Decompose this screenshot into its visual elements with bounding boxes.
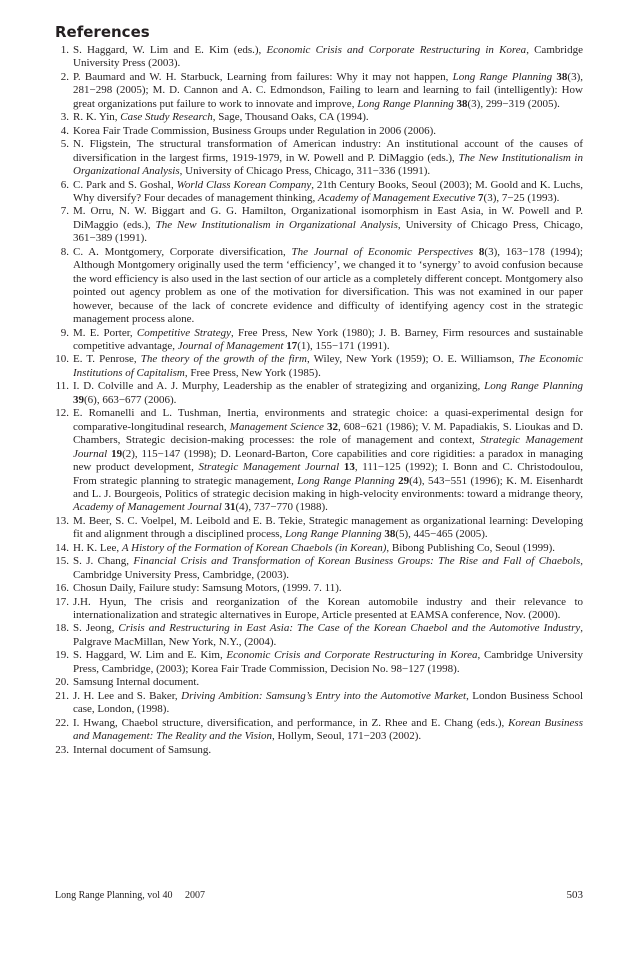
reference-item bbox=[55, 515, 583, 542]
reference-text: Internal document of Samsung. bbox=[73, 743, 212, 756]
reference-item bbox=[55, 717, 583, 744]
reference-text: N. Fligstein, The structural transformation of American industry: An institutional account of the causes of diversification in the largest firms, 1919-1979, in W. Powell and P. DiMaggio (eds.), The New Institutionalism in Organizational Analysis, University of Chicago Press, Chicago, 311−336 (1991). bbox=[73, 138, 583, 178]
reference-item bbox=[55, 353, 583, 380]
reference-number: 6. bbox=[60, 178, 69, 191]
reference-number: 21. bbox=[55, 689, 69, 702]
reference-text: M. Orru, N. W. Biggart and G. G. Hamilton, Organizational isomorphism in East Asia, in W. Powell and P. DiMaggio (eds.), The New Institutionalism in Organizational Analysis, University of Chicago Press, Chicago, 361−389 (1991). bbox=[73, 205, 583, 245]
reference-text: Samsung Internal document. bbox=[73, 676, 200, 689]
reference-text: P. Baumard and W. H. Starbuck, Learning from failures: Why it may not happen, Long Range Planning 38(3), 281−298 (2005); M. D. Cannon and A. C. Edmondson, Failing to learn and learning to fail (intelligently): How great organizations put failure to work to innovate and improve, Long Range Planning 38(3), 299−319 (2005). bbox=[73, 70, 583, 110]
reference-item bbox=[55, 622, 583, 649]
reference-item bbox=[55, 649, 583, 676]
reference-text: S. J. Chang, Financial Crisis and Transformation of Korean Business Groups: The Rise and Fall of Chaebols, Cambridge University Press, Cambridge, (2003). bbox=[73, 555, 583, 581]
reference-text: I. D. Colville and A. J. Murphy, Leadership as the enabler of strategizing and organizing, Long Range Planning 39(6), 663−677 (2006). bbox=[73, 380, 583, 406]
reference-text: H. K. Lee, A History of the Formation of Korean Chaebols (in Korean), Bibong Publishing Co, Seoul (1999). bbox=[73, 541, 556, 554]
reference-number: 11. bbox=[55, 380, 69, 393]
page-number: 503 bbox=[566, 889, 583, 901]
reference-number: 4. bbox=[60, 124, 69, 137]
reference-number: 15. bbox=[55, 555, 69, 568]
reference-text: E. Romanelli and L. Tushman, Inertia, environments and strategic choice: a quasi-experimental design for comparative-longitudinal research, Management Science 32, 608−621 (1986); V. M. Papadiakis, S. Lioukas and D. Chambers, Strategic decision-making processes: the role of management and context, Strategic Management Journal 19(2), 115−147 (1998); D. Leonard-Barton, Core capabilities and core rigidities: a paradox in managing new product development, Strategic Management Journal 13, 111−125 (1992); I. Bonn and C. Christodoulou, From strategic planning to strategic management, Long Range Planning 29(4), 543−551 (1996); K. M. Eisenhardt and L. J. Bourgeois, Politics of strategic decision making in high-velocity environments: toward a midrange theory, Academy of Management Journal 31(4), 737−770 (1988). bbox=[73, 407, 584, 514]
reference-text: E. T. Penrose, The theory of the growth of the firm, Wiley, New York (1959); O. E. Williamson, The Economic Institutions of Capitalism, Free Press, New York (1985). bbox=[73, 353, 584, 379]
reference-text: S. Jeong, Crisis and Restructuring in East Asia: The Case of the Korean Chaebol and the Automotive Industry, Palgrave MacMillan, New York, N.Y., (2004). bbox=[73, 622, 584, 648]
reference-number: 8. bbox=[60, 245, 69, 258]
footer-journal: Long Range Planning, vol 40 bbox=[55, 890, 173, 901]
reference-number: 20. bbox=[55, 676, 69, 689]
reference-number: 19. bbox=[55, 649, 69, 662]
references-heading: References bbox=[55, 23, 150, 41]
reference-list bbox=[55, 44, 583, 757]
reference-number: 2. bbox=[60, 70, 69, 83]
reference-item bbox=[55, 327, 583, 354]
reference-text: R. K. Yin, Case Study Research, Sage, Thousand Oaks, CA (1994). bbox=[73, 111, 369, 124]
reference-text: M. Beer, S. C. Voelpel, M. Leibold and E. B. Tekie, Strategic management as organizational learning: Developing fit and alignment through a disciplined process, Long Range Planning 38(5), 445−465 (2005). bbox=[73, 514, 583, 541]
reference-item bbox=[55, 205, 583, 245]
reference-number: 17. bbox=[55, 595, 69, 608]
reference-item bbox=[55, 744, 583, 757]
reference-number: 22. bbox=[55, 716, 69, 729]
reference-text: S. Haggard, W. Lim and E. Kim, Economic Crisis and Corporate Restructuring in Korea, Cambridge University Press, Cambridge, (2003); Korea Fair Trade Commission, Decision No. 98−127 (1998). bbox=[73, 649, 583, 675]
reference-item bbox=[55, 582, 583, 595]
reference-number: 14. bbox=[55, 541, 69, 554]
reference-number: 9. bbox=[60, 326, 69, 339]
reference-item bbox=[55, 407, 583, 515]
reference-item bbox=[55, 690, 583, 717]
reference-text: C. Park and S. Goshal, World Class Korean Company, 21th Century Books, Seoul (2003); M. Goold and K. Luchs, Why diversify? Four decades of management thinking, Academy of Management Executive 7(3), 7−25 (1993). bbox=[73, 178, 583, 204]
reference-number: 13. bbox=[55, 514, 69, 527]
reference-item bbox=[55, 71, 583, 111]
reference-number: 12. bbox=[55, 407, 69, 420]
reference-item bbox=[55, 596, 583, 623]
reference-number: 3. bbox=[60, 111, 69, 124]
reference-item bbox=[55, 676, 583, 689]
reference-text: C. A. Montgomery, Corporate diversification, The Journal of Economic Perspectives 8(3), 163−178 (1994); Although Montgomery originally used the term ‘efficiency’, we changed it to ‘synergy’ to avoid confusion because the word efficiency is also used in the last section of our article as a completely different concept. Montgomery also pointed out agency problem as one of the motivation for diversification. This was not examined in our paper however, because of the lack of concrete evidence and difficulty of identifying agency cost in the strategic management process alone. bbox=[73, 245, 583, 326]
reference-text: Chosun Daily, Failure study: Samsung Motors, (1999. 7. 11). bbox=[73, 582, 342, 595]
reference-text: J. H. Lee and S. Baker, Driving Ambition: Samsung’s Entry into the Automotive Market, London Business School case, London, (1998). bbox=[73, 689, 583, 716]
reference-item bbox=[55, 125, 583, 138]
footer-year: 2007 bbox=[185, 890, 205, 901]
footer-citation bbox=[55, 890, 205, 901]
reference-text: S. Haggard, W. Lim and E. Kim (eds.), Economic Crisis and Corporate Restructuring in Korea, Cambridge University Press (2003). bbox=[73, 44, 583, 70]
reference-number: 5. bbox=[60, 138, 69, 151]
reference-number: 23. bbox=[55, 743, 69, 756]
reference-item bbox=[55, 380, 583, 407]
reference-item bbox=[55, 555, 583, 582]
reference-item bbox=[55, 179, 583, 206]
reference-text: M. E. Porter, Competitive Strategy, Free Press, New York (1980); J. B. Barney, Firm resources and sustainable competitive advantage, Journal of Management 17(1), 155−171 (1991). bbox=[73, 326, 584, 352]
reference-number: 18. bbox=[55, 622, 69, 635]
reference-number: 10. bbox=[55, 353, 69, 366]
reference-number: 7. bbox=[60, 205, 69, 218]
reference-number: 1. bbox=[60, 44, 69, 56]
reference-item bbox=[55, 111, 583, 124]
reference-item bbox=[55, 138, 583, 178]
reference-item bbox=[55, 44, 583, 71]
reference-item bbox=[55, 246, 583, 327]
reference-text: J.H. Hyun, The crisis and reorganization of the Korean automobile industry and their relevance to internationalization and strategic alternatives in Europe, Article presented at EAMSA conference, Nov. (2000). bbox=[73, 595, 583, 622]
reference-text: Korea Fair Trade Commission, Business Groups under Regulation in 2006 (2006). bbox=[73, 124, 436, 137]
reference-item bbox=[55, 542, 583, 555]
reference-text: I. Hwang, Chaebol structure, diversification, and performance, in Z. Rhee and E. Chang (eds.), Korean Business and Management: The Reality and the Vision, Hollym, Seoul, 171−203 (2002). bbox=[73, 716, 583, 743]
reference-number: 16. bbox=[55, 582, 69, 595]
